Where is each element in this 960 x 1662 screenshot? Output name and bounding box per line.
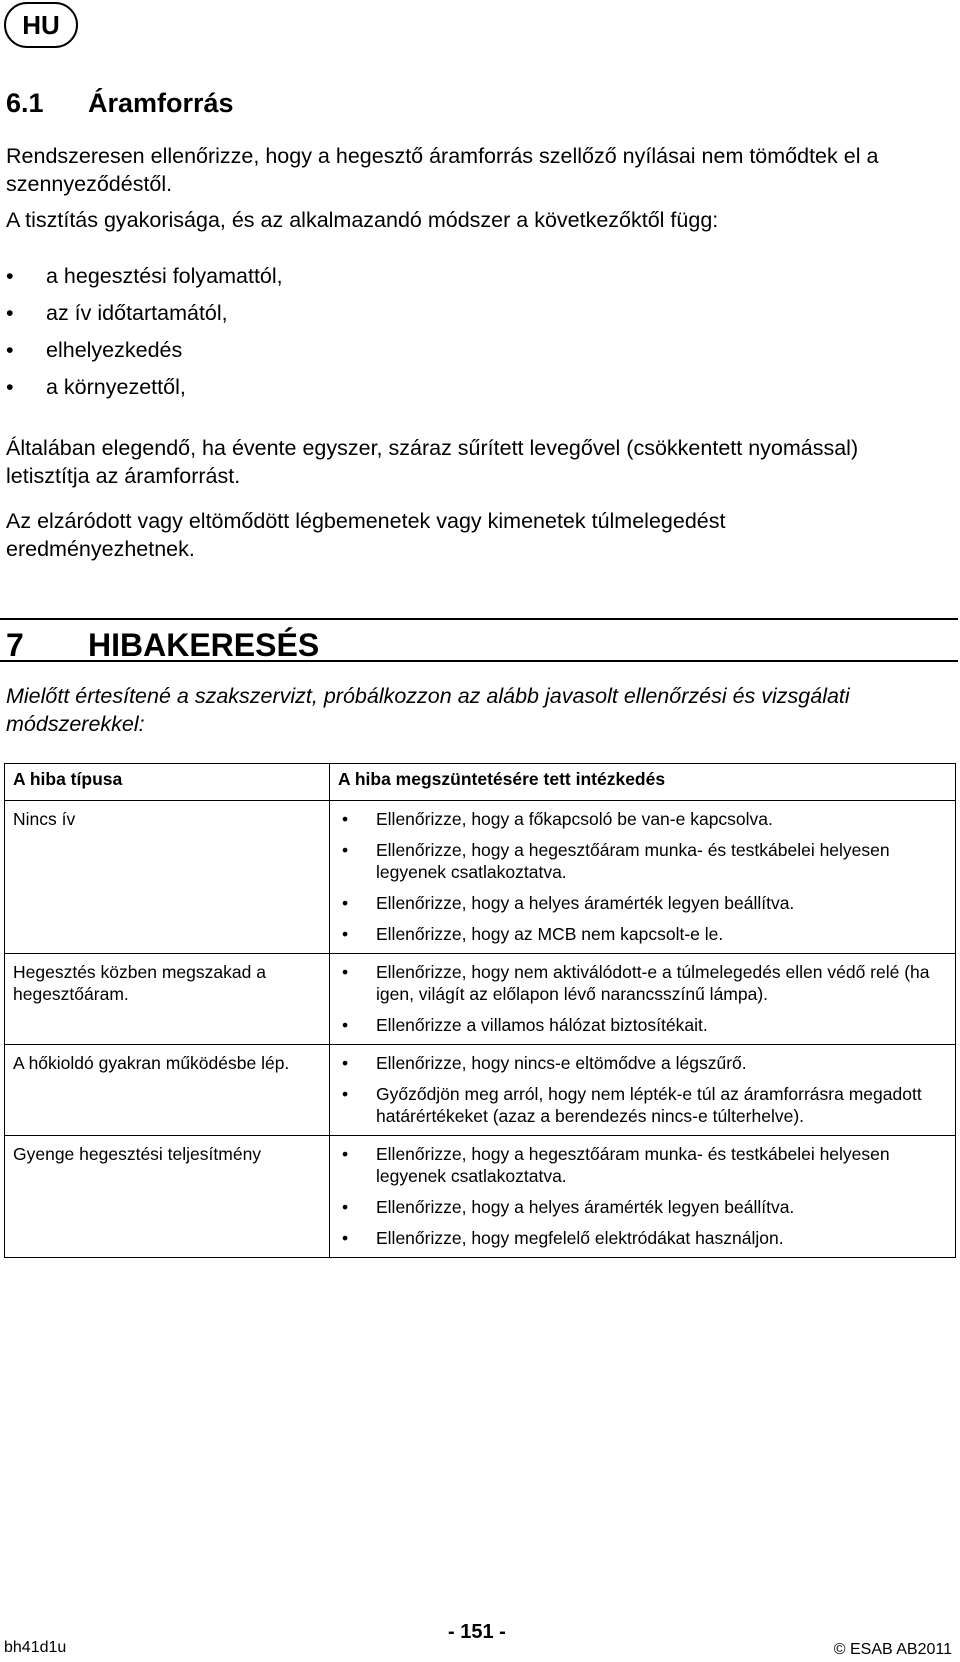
column-header-action: A hiba megszüntetésére tett intézkedés — [330, 764, 956, 801]
fault-cell: Hegesztés közben megszakad a hegesztőáram. — [5, 954, 330, 1045]
section-title: HIBAKERESÉS — [88, 627, 320, 663]
table-row — [5, 954, 956, 1045]
bullet-icon: • — [342, 809, 349, 829]
bullet-icon: • — [342, 1144, 349, 1164]
table-header-row — [5, 764, 956, 801]
bullet-icon: • — [342, 1197, 349, 1217]
action-item: • Ellenőrizze, hogy nincs-e eltömődve a légszűrő. — [342, 1053, 747, 1073]
paragraph-cleaning: Általában elegendő, ha évente egyszer, száraz sűrített levegővel (csökkentett nyomással) letisztítja az áramforrást. — [6, 436, 859, 488]
action-item: • Ellenőrizze, hogy az MCB nem kapcsolt-e le. — [342, 924, 724, 944]
action-cell — [330, 801, 956, 954]
section-number: 6.1 — [6, 88, 44, 118]
section-6-1-heading — [6, 86, 234, 120]
fault-cell: Gyenge hegesztési teljesítmény — [5, 1136, 330, 1258]
column-header-fault: A hiba típusa — [5, 764, 330, 801]
action-item: • Ellenőrizze, hogy a főkapcsoló be van-e kapcsolva. — [342, 809, 773, 829]
page-number: - 151 - — [448, 1621, 506, 1643]
fault-cell: Nincs ív — [5, 801, 330, 954]
heading-bottom-rule — [0, 660, 958, 662]
bullet-icon: • — [342, 1015, 349, 1035]
action-item: • Ellenőrizze, hogy nem aktiválódott-e a túlmelegedés ellen védő relé (ha igen, világít az előlapon lévő narancsszínű lámpa). — [342, 962, 930, 1004]
paragraph-ventilation: Rendszeresen ellenőrizze, hogy a hegesztő áramforrás szellőző nyílásai nem tömődtek el a szennyeződéstől. — [6, 144, 879, 196]
troubleshooting-intro: Mielőtt értesítené a szakszervizt, próbálkozzon az alább javasolt ellenőrzési és vizsgálati módszerekkel: — [6, 684, 850, 736]
table-row — [5, 801, 956, 954]
list-item: • a hegesztési folyamattól, — [6, 264, 283, 288]
list-item: • az ív időtartamától, — [6, 301, 228, 325]
dependency-bullet-list — [6, 262, 283, 410]
heading-top-rule — [0, 618, 958, 620]
section-title: Áramforrás — [88, 88, 234, 118]
copyright-notice: © ESAB AB2011 — [833, 1641, 952, 1658]
action-item: • Ellenőrizze, hogy a helyes áramérték legyen beállítva. — [342, 893, 795, 913]
document-code: bh41d1u — [4, 1639, 67, 1656]
bullet-icon: • — [6, 301, 14, 325]
section-number: 7 — [6, 627, 24, 663]
paragraph-frequency: A tisztítás gyakorisága, és az alkalmazandó módszer a következőktől függ: — [6, 208, 719, 232]
fault-cell: A hőkioldó gyakran működésbe lép. — [5, 1045, 330, 1136]
section-7-heading — [6, 625, 319, 665]
action-cell — [330, 1136, 956, 1258]
list-item: • elhelyezkedés — [6, 338, 183, 362]
list-item: • a környezettől, — [6, 375, 186, 399]
bullet-icon: • — [342, 924, 349, 944]
table-row — [5, 1045, 956, 1136]
action-item: • Győződjön meg arról, hogy nem lépték-e túl az áramforrásra megadott határértékeket (azaz a berendezés nincs-e túlterhelve). — [342, 1084, 922, 1126]
action-item: • Ellenőrizze, hogy a helyes áramérték legyen beállítva. — [342, 1197, 795, 1217]
table-row — [5, 1136, 956, 1258]
action-cell — [330, 954, 956, 1045]
action-item: • Ellenőrizze, hogy a hegesztőáram munka- és testkábelei helyesen legyenek csatlakoztatva. — [342, 840, 890, 882]
bullet-icon: • — [342, 840, 349, 860]
action-item: • Ellenőrizze, hogy a hegesztőáram munka- és testkábelei helyesen legyenek csatlakoztatva. — [342, 1144, 890, 1186]
bullet-icon: • — [6, 264, 14, 288]
action-cell — [330, 1045, 956, 1136]
language-badge: HU — [4, 2, 78, 48]
bullet-icon: • — [342, 1084, 349, 1104]
bullet-icon: • — [342, 1053, 349, 1073]
bullet-icon: • — [6, 338, 14, 362]
bullet-icon: • — [342, 893, 349, 913]
action-item: • Ellenőrizze, hogy megfelelő elektródákat használjon. — [342, 1228, 784, 1248]
bullet-icon: • — [6, 375, 14, 399]
troubleshooting-table — [4, 763, 956, 1258]
paragraph-overheating: Az elzáródott vagy eltömődött légbemenetek vagy kimenetek túlmelegedést eredményezhetnek. — [6, 509, 726, 561]
action-item: • Ellenőrizze a villamos hálózat biztosítékait. — [342, 1015, 708, 1035]
bullet-icon: • — [342, 962, 349, 982]
bullet-icon: • — [342, 1228, 349, 1248]
